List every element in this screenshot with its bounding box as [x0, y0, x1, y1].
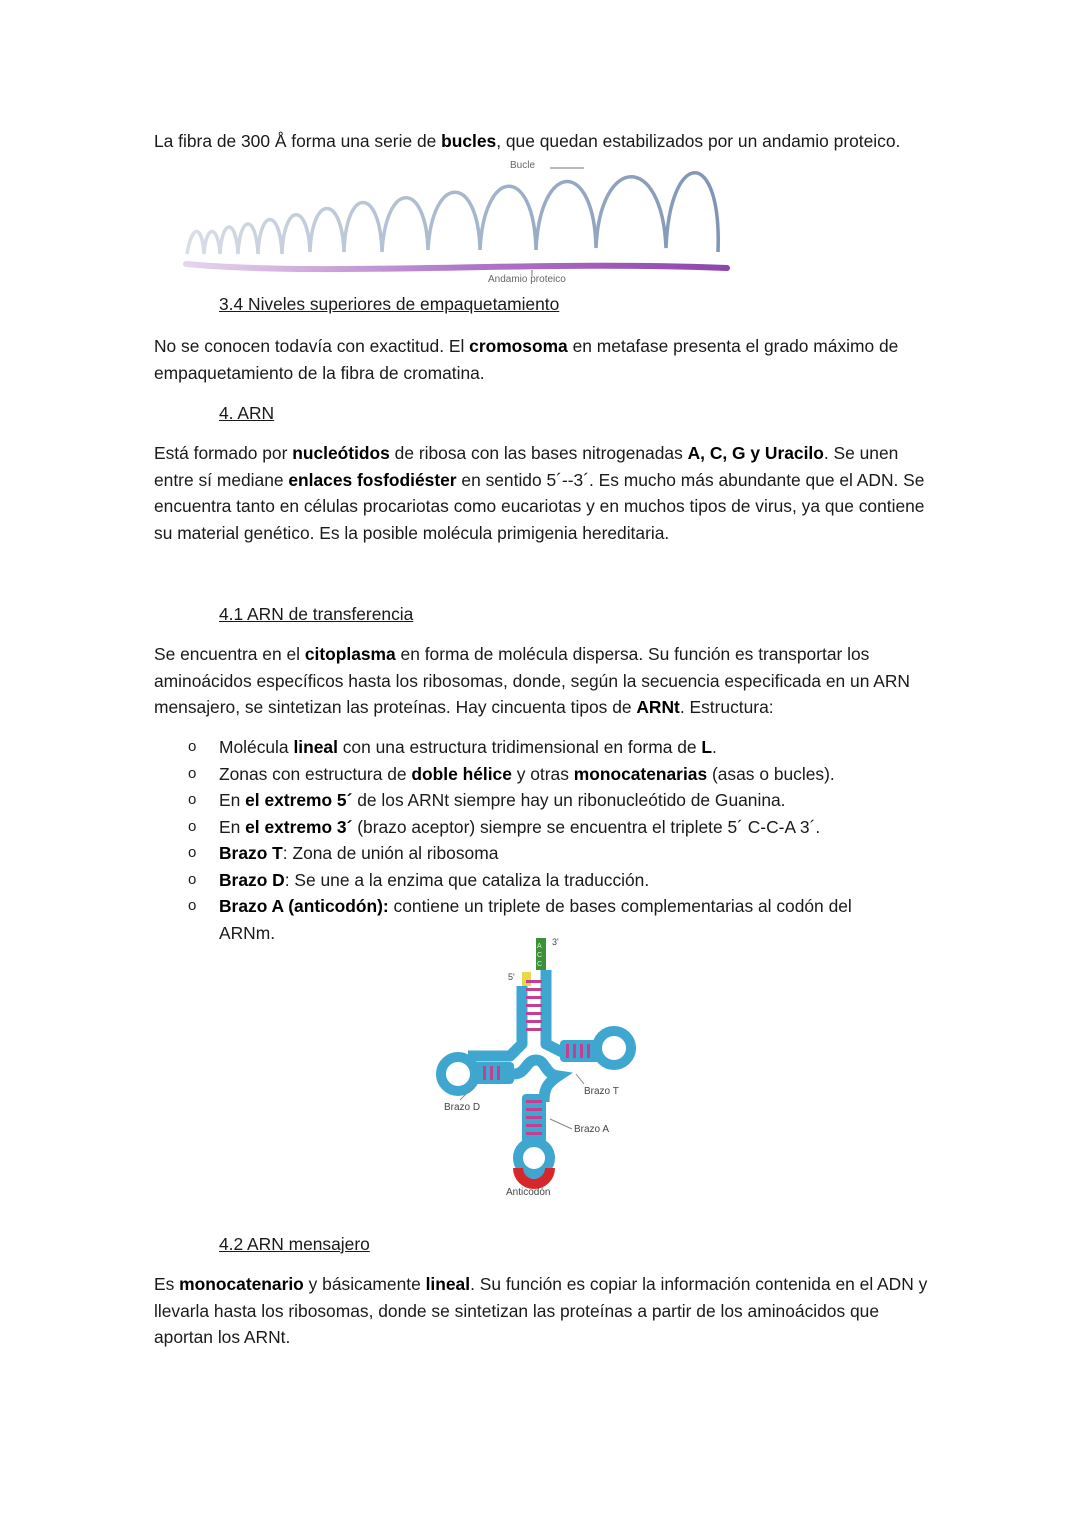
t-loop — [597, 1031, 631, 1065]
list-item: o Brazo T: Zona de unión al ribosoma — [188, 843, 499, 863]
scaffold-label: Andamio proteico — [488, 274, 566, 285]
trna-structure-list — [154, 734, 904, 946]
list-item: o Brazo D: Se une a la enzima que cataliza la traducción. — [188, 869, 650, 890]
label-brazo-t: Brazo T — [584, 1086, 619, 1097]
intro-text: La fibra de 300 Å forma una serie de — [154, 131, 442, 151]
label-brazo-d: Brazo D — [444, 1102, 481, 1113]
list-item: o Brazo A (anticodón): contiene un triplete de bases complementarias al codón del ARNm. — [188, 896, 852, 943]
heading-4-1: 4.1 ARN de transferencia — [219, 604, 414, 624]
heading-3-4: 3.4 Niveles superiores de empaquetamiento — [219, 294, 560, 314]
intro-bold: bucles — [441, 131, 497, 151]
heading-4: 4. ARN — [219, 403, 275, 423]
svg-text:C: C — [537, 961, 543, 968]
intro-text-end: , que quedan estabilizados por un andamio proteico. — [496, 131, 901, 151]
paragraph-4-1: Se encuentra en el citoplasma en forma de molécula dispersa. Su función es transportar los aminoácidos específicos hasta los ribosomas, donde, según la secuencia especificada en un ARN mensajero, se sintetizan las proteínas. Hay cincuenta tipos de ARNt. Estructura: — [154, 644, 910, 717]
d-loop — [441, 1057, 475, 1091]
loop-fiber — [187, 173, 718, 254]
list-item: o Zonas con estructura de doble hélice y otras monocatenarias (asas o bucles). — [188, 763, 835, 784]
paragraph-3-4: No se conocen todavía con exactitud. El cromosoma en metafase presenta el grado máximo de empaquetamiento de la fibra de cromatina. — [154, 336, 899, 383]
list-item: o En el extremo 5´ de los ARNt siempre hay un ribonucleótido de Guanina. — [188, 790, 786, 810]
paragraph-4: Está formado por nucleótidos de ribosa con las bases nitrogenadas A, C, G y Uracilo. Se unen entre sí mediane enlaces fosfodiéster en sentido 5´--3´. Es mucho más abundante que el ADN. Se encuentra tanto en células procariotas como eucariotas y en muchos tipos de virus, ya que contiene su material genético. Es la posible molécula primigenia hereditaria. — [154, 443, 925, 543]
intro-paragraph — [154, 128, 944, 155]
label-brazo-a: Brazo A — [574, 1124, 610, 1135]
svg-text:A: A — [537, 943, 542, 950]
label-5-prime: 5' — [508, 972, 515, 982]
loop-label: Bucle — [510, 160, 536, 171]
list-item: o Molécula lineal con una estructura tridimensional en forma de L. — [188, 737, 717, 757]
label-3-prime: 3' — [552, 937, 559, 947]
paragraph-4-2: Es monocatenario y básicamente lineal. Su función es copiar la información contenida en el ADN y llevarla hasta los ribosomas, donde se sintetizan las proteínas a partir de los aminoácidos que aportan los ARNt. — [154, 1274, 928, 1347]
protein-scaffold — [186, 264, 727, 269]
acceptor-pairs — [526, 980, 542, 1031]
svg-text:C: C — [537, 952, 543, 959]
chromatin-loops-figure — [182, 152, 762, 287]
label-anticodon: Anticodón — [506, 1187, 551, 1198]
trna-figure — [418, 934, 648, 1204]
list-item: o En el extremo 3´ (brazo aceptor) siempre se encuentra el triplete 5´ C-C-A 3´. — [188, 816, 821, 837]
heading-4-2: 4.2 ARN mensajero — [219, 1234, 370, 1254]
five-prime-end — [522, 972, 531, 986]
